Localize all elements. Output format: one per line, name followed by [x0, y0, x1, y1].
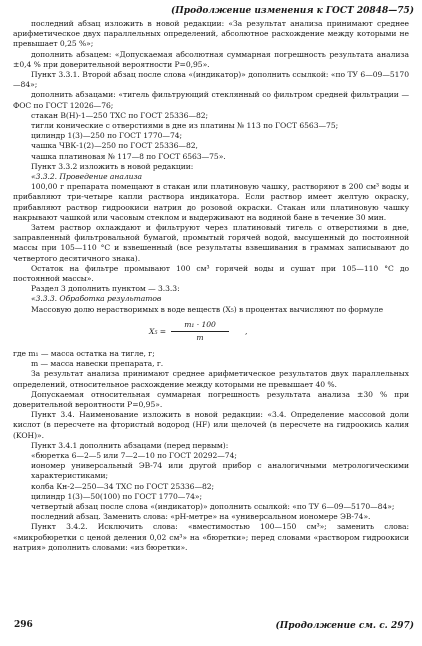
formula-fraction: [171, 320, 229, 343]
paragraph: Пункт 3.4. Наименование изложить в новой редакции: «3.4. Определение массовой доли кислот (в пересчете на фтористый водород (HF) или щелочей (в пересчете на гидроокись калия (KOH)».: [13, 410, 409, 440]
list-item: цилиндр 1(3)—250 по ГОСТ 1770—74;: [31, 131, 183, 141]
list-item: тигли конические с отверстиями в дне из платины № 113 по ГОСТ 6563—75;: [31, 121, 339, 131]
paragraph: Пункт 3.3.2 изложить в новой редакции:: [31, 161, 194, 171]
paragraph: Допускаемая относительная суммарная погрешность результата анализа ±30 % при доверительной вероятности P=0,95».: [13, 389, 409, 409]
list-item: чашка платиновая № 117—8 по ГОСТ 6563—75».: [31, 151, 226, 161]
page-number: 296: [14, 620, 33, 630]
paragraph: Пункт 3.3.1. Второй абзац после слова «(индикатор)» дополнить ссылкой: «по ТУ 6—09—5170—84»;: [13, 70, 409, 90]
continuation-header: (Продолжение изменения к ГОСТ 20848—75): [171, 6, 414, 16]
continuation-footer: (Продолжение см. с. 297): [275, 621, 414, 631]
paragraph: четвертый абзац после слова «(индикатор)» дополнить ссылкой: «по ТУ 6—09—5170—84»;: [31, 501, 395, 511]
paragraph: Остаток на фильтре промывают 100 см³ горячей воды и сушат при 105—110 °С до постоянной массы».: [13, 263, 409, 284]
paragraph: Пункт 3.4.2. Исключить слова: «вместимостью 100—150 см³»; заменить слова: «микробюретки с ценой деления 0,02 см³» на «бюретки»; перед словами «раствором гидроокиси натрия» дополнить словами: «из бюретки».: [13, 522, 409, 552]
paragraph: последний абзац. Заменить слова: «pH-метре» на «универсальном иономере ЭВ-74».: [31, 512, 371, 522]
definition-line: m — масса навески препарата, г.: [31, 359, 164, 369]
list-item: цилиндр 1(3)—50(100) по ГОСТ 1770—74»;: [31, 491, 202, 501]
paragraph: Раздел 3 дополнить пунктом — 3.3.3:: [31, 284, 180, 294]
body-text: [13, 19, 409, 553]
definition-line: где m₁ — масса остатка на тигле, г;: [13, 348, 155, 358]
list-item: стакан В(Н)-1—250 ТХС по ГОСТ 25336—82;: [31, 110, 209, 120]
paragraph: Массовую долю нерастворимых в воде веществ (X₅) в процентах вычисляют по формуле: [31, 304, 384, 314]
paragraph: дополнить абзацем: «Допускаемая абсолютная суммарная погрешность результата анализа ±0,4 % при доверительной вероятности P=0,95».: [13, 49, 409, 69]
formula: [13, 317, 409, 347]
list-item: чашка ЧВК-1(2)—250 по ГОСТ 25336—82,: [31, 141, 198, 151]
section-heading: «3.3.2. Проведение анализа: [31, 172, 143, 182]
formula-denominator: m: [196, 333, 204, 343]
paragraph: последний абзац изложить в новой редакции: «За результат анализа принимают среднее арифметическое двух параллельных определений, абсолютное расхождение между которыми не превышает 0,25 %»;: [13, 19, 409, 49]
list-item: иономер универсальный ЭВ-74 или другой прибор с аналогичными метрологическими характеристиками;: [31, 461, 409, 481]
list-item: «бюретка 6—2—5 или 7—2—10 по ГОСТ 20292—74;: [31, 450, 237, 460]
formula-lhs: X₅ =: [149, 326, 167, 336]
paragraph: 100,00 г препарата помещают в стакан или платиновую чашку, растворяют в 200 см³ воды и прибавляют три-четыре капли раствора индикатора. Если раствор имеет желтую окраску, прибавляют раствор гидроокиси натрия до розовой окраски. Стакан или платиновую чашку накрывают чашкой или часовым стеклом и выдерживают на водяной бане в течение 30 мин.: [13, 182, 409, 222]
list-item: колба Кн-2—250—34 ТХС по ГОСТ 25336—82;: [31, 481, 215, 491]
paragraph: Пункт 3.4.1 дополнить абзацами (перед первым):: [31, 440, 229, 450]
paragraph: За результат анализа принимают среднее арифметическое результатов двух параллельных определений, относительное расхождение между которыми не превышает 40 %.: [13, 369, 409, 389]
formula-numerator: m₁ · 100: [171, 320, 229, 332]
paragraph: Затем раствор охлаждают и фильтруют через платиновый тигель с отверстиями в дне, заправленный фильтровальной бумагой, промытый горячей водой, высушенный до постоянной массы при 105—110 °С и взвешенный (все результаты взвешивания в граммах записывают до четвертого десятичного знака).: [13, 223, 409, 263]
paragraph: дополнить абзацами: «тигель фильтрующий стеклянный со фильтром средней фильтрации — ФОС по ГОСТ 12026—76;: [13, 90, 409, 110]
formula-comma: ,: [245, 326, 248, 336]
section-heading: «3.3.3. Обработка результатов: [31, 294, 162, 304]
